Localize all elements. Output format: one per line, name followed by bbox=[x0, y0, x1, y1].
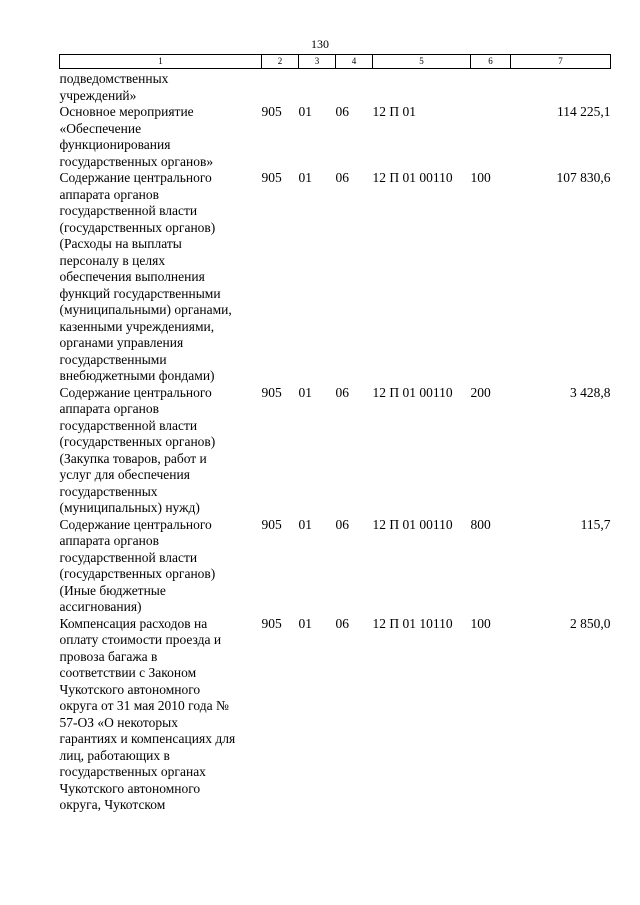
column-header: 2 bbox=[262, 55, 299, 69]
expense-type-code bbox=[471, 104, 511, 170]
amount: 115,7 bbox=[580, 516, 611, 532]
admin-code: 905 bbox=[261, 516, 282, 532]
amount: 2 850,0 bbox=[570, 615, 611, 631]
expense-type-code: 100 bbox=[470, 170, 491, 185]
admin-code: 905 bbox=[261, 104, 282, 119]
target-article-code bbox=[373, 69, 471, 105]
table-row bbox=[60, 517, 611, 616]
amount bbox=[511, 69, 611, 105]
section-code: 01 bbox=[298, 615, 312, 631]
column-header: 1 bbox=[60, 55, 262, 69]
subsection-code: 06 bbox=[335, 104, 349, 119]
subsection-code bbox=[336, 69, 373, 105]
section-code bbox=[299, 69, 336, 105]
target-article-code: 12 П 01 00110 bbox=[372, 516, 453, 532]
table-row bbox=[60, 616, 611, 814]
table-row bbox=[60, 69, 611, 105]
table-row bbox=[60, 170, 611, 385]
section-code: 01 bbox=[298, 104, 312, 119]
table-row bbox=[60, 385, 611, 517]
column-header: 6 bbox=[471, 55, 511, 69]
expense-type-code: 200 bbox=[470, 384, 491, 400]
expense-type-code bbox=[471, 69, 511, 105]
section-code: 01 bbox=[298, 170, 312, 185]
admin-code: 905 bbox=[261, 615, 282, 631]
target-article-code: 12 П 01 00110 bbox=[372, 384, 453, 400]
column-header: 3 bbox=[299, 55, 336, 69]
budget-table bbox=[59, 54, 611, 814]
admin-code bbox=[262, 69, 299, 105]
subsection-code: 06 bbox=[335, 516, 349, 532]
target-article-code: 12 П 01 00110 bbox=[372, 170, 453, 185]
subsection-code: 06 bbox=[335, 384, 349, 400]
page-number: 130 bbox=[311, 37, 329, 51]
admin-code: 905 bbox=[261, 384, 282, 400]
subsection-code: 06 bbox=[335, 615, 349, 631]
table-row bbox=[60, 104, 611, 170]
amount: 114 225,1 bbox=[557, 104, 611, 119]
amount: 107 830,6 bbox=[556, 170, 611, 185]
target-article-code: 12 П 01 10110 bbox=[372, 615, 453, 631]
section-code: 01 bbox=[298, 516, 312, 532]
item-name: Содержание центрального аппарата органов государственной власти (государственных органов) (Иные бюджетные ассигнования) bbox=[59, 516, 216, 614]
column-number-header bbox=[60, 55, 611, 69]
column-header: 5 bbox=[373, 55, 471, 69]
item-name: Содержание центрального аппарата органов государственной власти (государственных органов) (Расходы на выплаты персоналу в целях обеспечения выполнения функций государственными (муниципальными) органами, казенными учреждениями, органами управления государственными внебюджетными фондами) bbox=[59, 170, 232, 383]
item-name: Основное мероприятие «Обеспечение функционирования государственных органов» bbox=[59, 104, 214, 169]
expense-type-code: 100 bbox=[470, 615, 491, 631]
section-code: 01 bbox=[298, 384, 312, 400]
expense-type-code: 800 bbox=[470, 516, 491, 532]
item-name: Содержание центрального аппарата органов государственной власти (государственных органов) (Закупка товаров, работ и услуг для обеспечения государственных (муниципальных) нужд) bbox=[59, 384, 216, 515]
item-name: подведомственных учреждений» bbox=[59, 71, 169, 103]
subsection-code: 06 bbox=[335, 170, 349, 185]
amount: 3 428,8 bbox=[570, 384, 611, 400]
admin-code: 905 bbox=[261, 170, 282, 185]
item-name: Компенсация расходов на оплату стоимости проезда и провоза багажа в соответствии с Законом Чукотского автономного округа от 31 мая 2010 года № 57-ОЗ «О некоторых гарантиях и компенсациях для лиц, работающих в государственных органах Чукотского автономного округа, Чукотском bbox=[59, 615, 236, 812]
column-header: 4 bbox=[336, 55, 373, 69]
target-article-code: 12 П 01 bbox=[372, 104, 416, 119]
column-header: 7 bbox=[511, 55, 611, 69]
